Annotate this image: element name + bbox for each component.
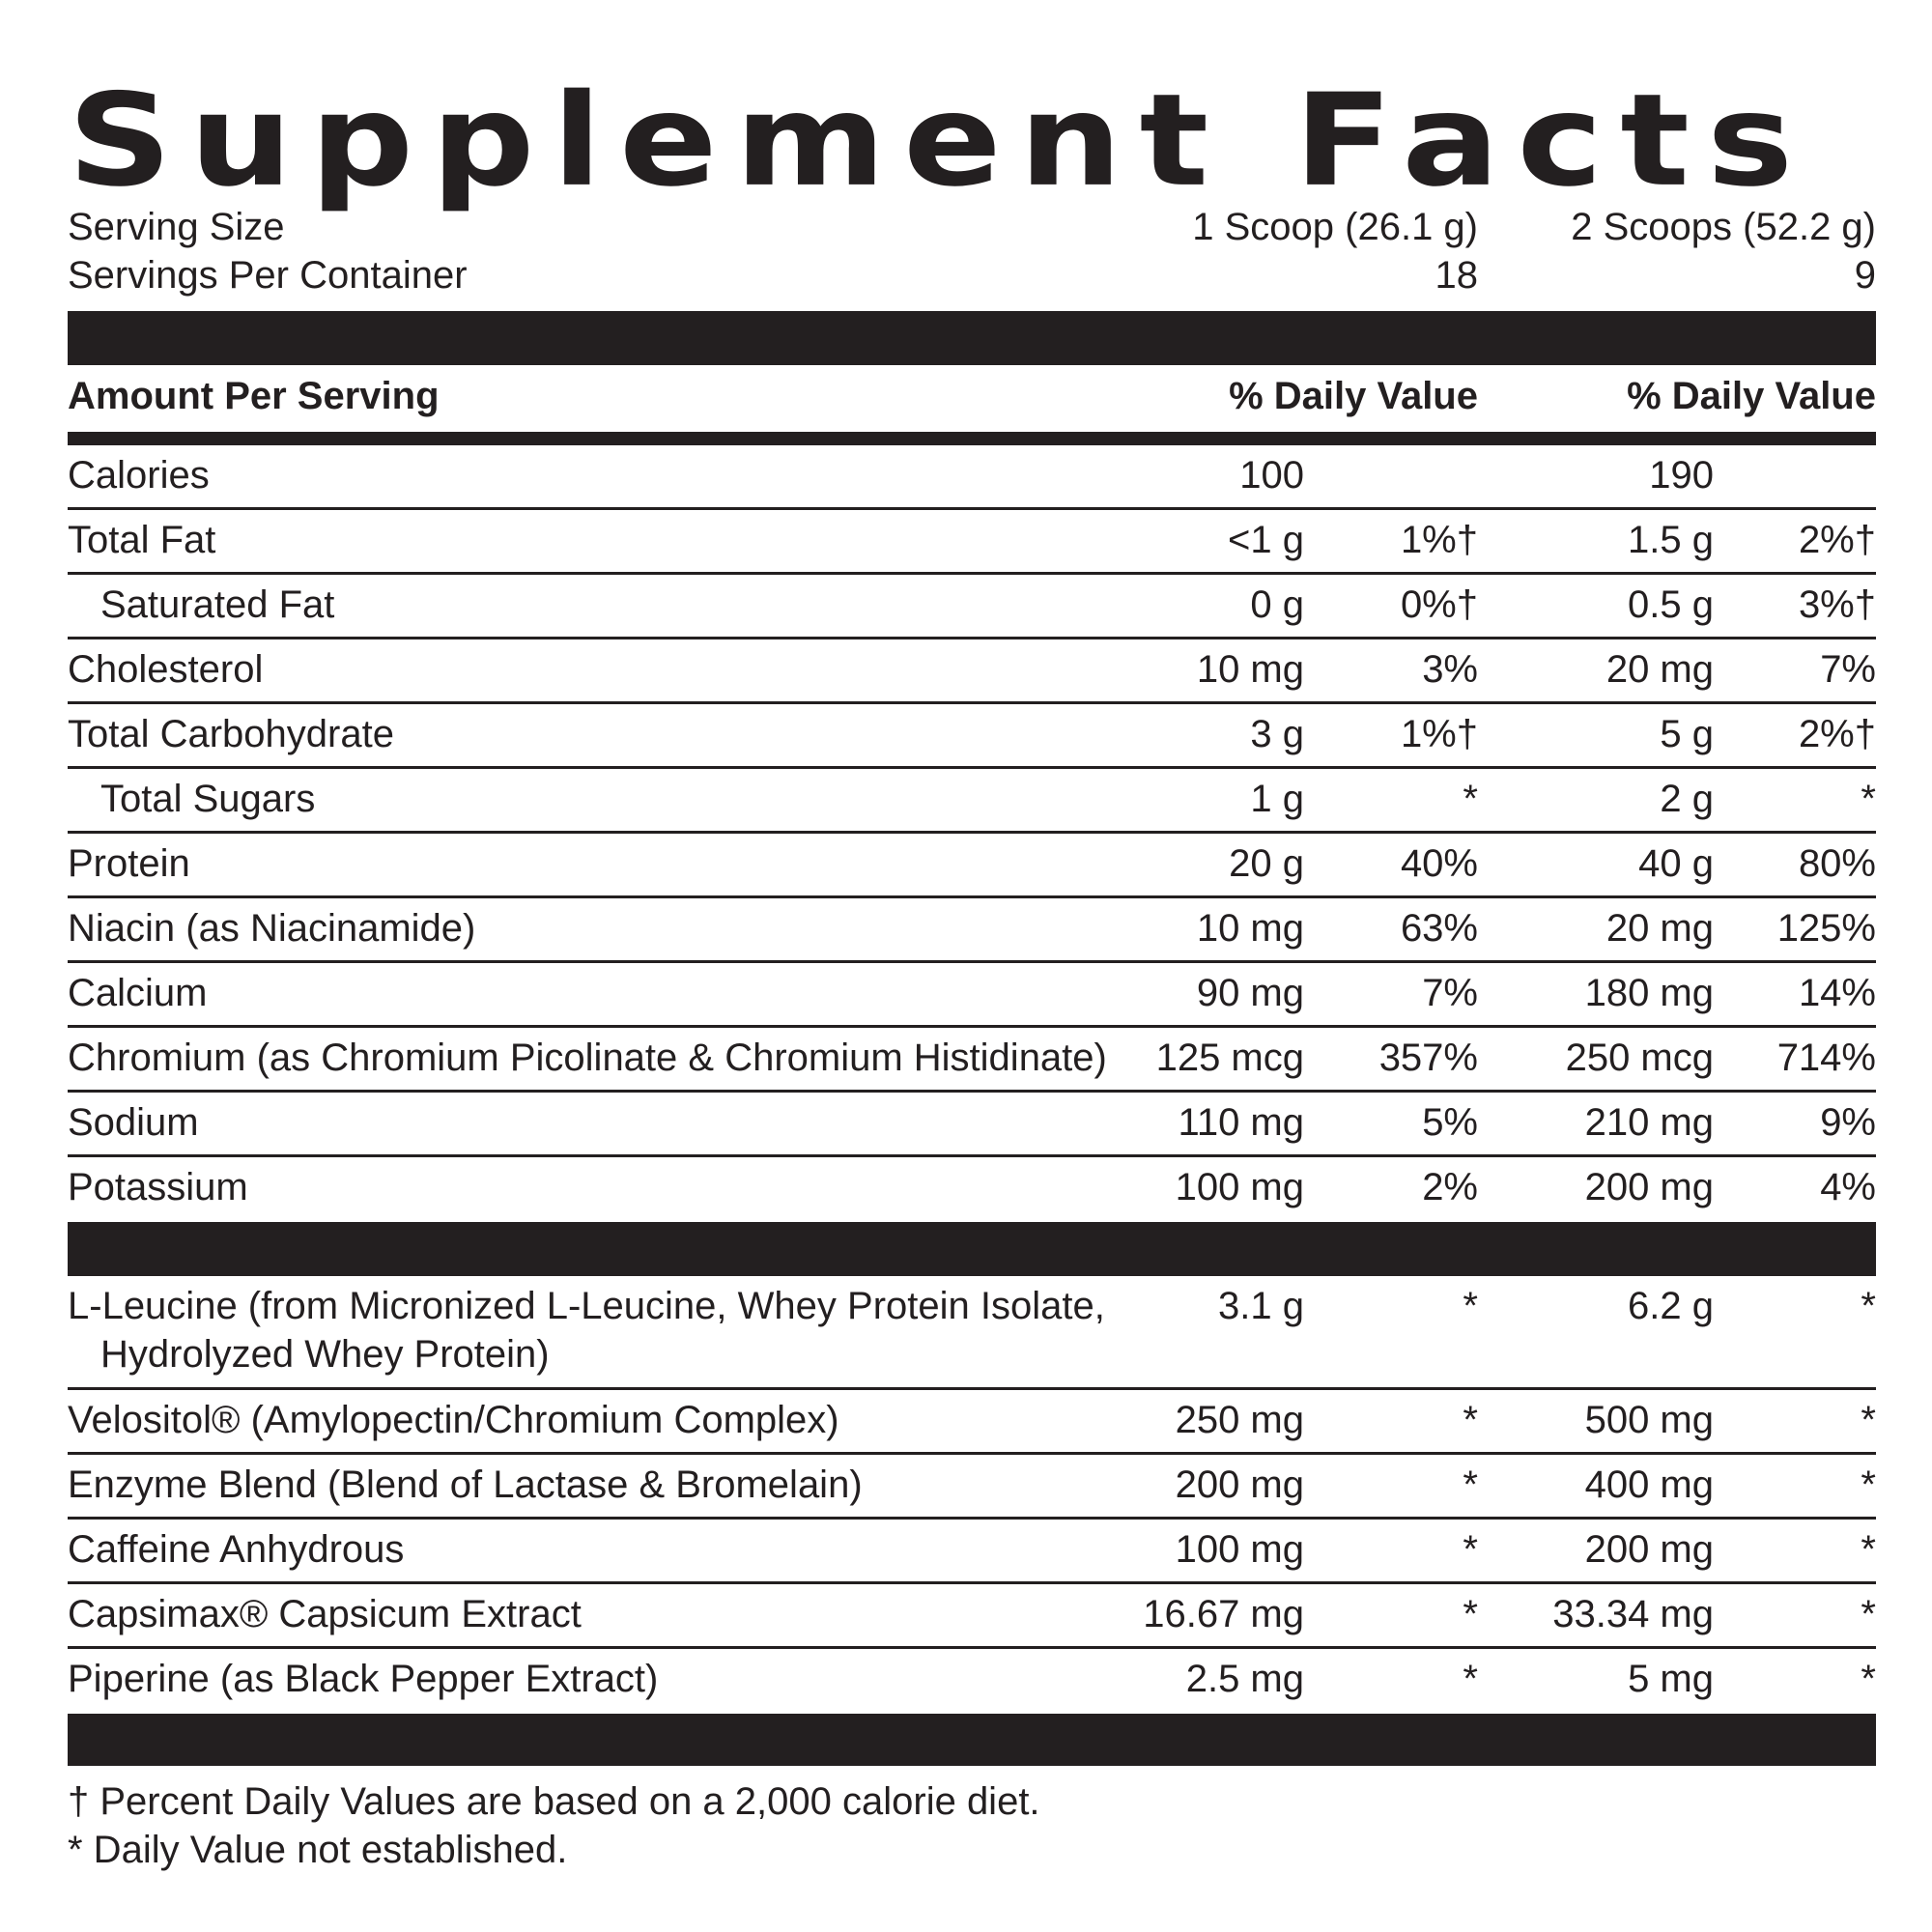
servings-per-container-2: 9 <box>1854 254 1876 297</box>
amount-2: 180 mg <box>1584 972 1714 1014</box>
thick-divider <box>68 311 1876 365</box>
amount-2: 6.2 g <box>1628 1285 1714 1327</box>
amount-2: 500 mg <box>1584 1399 1714 1441</box>
amount-1: 110 mg <box>1178 1101 1304 1144</box>
ingredient-row-capsimax <box>68 1584 1876 1649</box>
amount-1: 2.5 mg <box>1185 1658 1304 1700</box>
daily-value-1: 2% <box>1422 1166 1478 1208</box>
amount-2: 400 mg <box>1584 1463 1714 1506</box>
nutrient-name: Total Carbohydrate <box>68 713 394 755</box>
amount-1: 250 mg <box>1175 1399 1304 1441</box>
serving-size-row <box>68 203 1876 251</box>
nutrient-name: Chromium (as Chromium Picolinate & Chromium Histidinate) <box>68 1037 1107 1079</box>
daily-value-2: 2%† <box>1798 519 1876 561</box>
daily-value-1: 3% <box>1422 648 1478 691</box>
amount-1: <1 g <box>1228 519 1304 561</box>
amount-2: 250 mcg <box>1565 1037 1714 1079</box>
daily-value-1: 5% <box>1422 1101 1478 1144</box>
nutrient-row-cholesterol <box>68 639 1876 704</box>
nutrient-row-calories <box>68 445 1876 510</box>
ingredient-name: Piperine (as Black Pepper Extract) <box>68 1658 659 1700</box>
ingredient-name: Velositol® (Amylopectin/Chromium Complex) <box>68 1399 839 1441</box>
nutrient-row-saturated-fat <box>68 575 1876 639</box>
thick-divider <box>68 1222 1876 1276</box>
nutrient-name: Total Fat <box>68 519 216 561</box>
amount-2: 190 <box>1649 454 1714 497</box>
nutrient-row-calcium <box>68 963 1876 1028</box>
amount-1: 100 mg <box>1175 1166 1304 1208</box>
ingredient-name: Capsimax® Capsicum Extract <box>68 1593 582 1635</box>
medium-divider <box>68 432 1876 445</box>
daily-value-1: * <box>1463 1463 1478 1506</box>
daily-value-1: 63% <box>1400 907 1478 950</box>
daily-value-1: 40% <box>1400 842 1478 885</box>
amount-header-row <box>68 367 1876 425</box>
daily-value-1: * <box>1463 1399 1478 1441</box>
daily-value-1: * <box>1463 1658 1478 1700</box>
amount-1: 90 mg <box>1196 972 1304 1014</box>
nutrient-row-niacin <box>68 898 1876 963</box>
amount-1: 16.67 mg <box>1143 1593 1304 1635</box>
amount-2: 5 mg <box>1628 1658 1714 1700</box>
daily-value-2: 2%† <box>1798 713 1876 755</box>
ingredient-name-line2: Hydrolyzed Whey Protein) <box>100 1333 550 1376</box>
ingredient-row-l-leucine <box>68 1276 1876 1390</box>
daily-value-2: 7% <box>1820 648 1876 691</box>
nutrient-row-total-sugars <box>68 769 1876 834</box>
amount-2: 0.5 g <box>1628 583 1714 626</box>
daily-value-header-1: % Daily Value <box>1229 375 1478 417</box>
amount-2: 200 mg <box>1584 1528 1714 1571</box>
amount-1: 10 mg <box>1196 648 1304 691</box>
amount-2: 20 mg <box>1605 648 1714 691</box>
nutrient-row-potassium <box>68 1157 1876 1222</box>
daily-value-2: * <box>1861 1463 1876 1506</box>
daily-value-2: * <box>1861 778 1876 820</box>
daily-value-2: 14% <box>1798 972 1876 1014</box>
ingredient-row-enzyme-blend <box>68 1455 1876 1520</box>
daily-value-1: * <box>1463 778 1478 820</box>
servings-per-container-label: Servings Per Container <box>68 254 468 297</box>
nutrient-row-total-carbohydrate <box>68 704 1876 769</box>
nutrient-name: Sodium <box>68 1101 199 1144</box>
serving-size-2: 2 Scoops (52.2 g) <box>1571 206 1876 248</box>
nutrient-row-sodium <box>68 1093 1876 1157</box>
daily-value-2: * <box>1861 1658 1876 1700</box>
panel-title: Supplement Facts <box>68 67 1811 215</box>
amount-2: 40 g <box>1638 842 1714 885</box>
daily-value-1: 0%† <box>1400 583 1478 626</box>
daily-value-2: 80% <box>1798 842 1876 885</box>
amount-1: 125 mcg <box>1155 1037 1304 1079</box>
ingredient-row-caffeine <box>68 1520 1876 1584</box>
amount-2: 2 g <box>1660 778 1714 820</box>
amount-2: 20 mg <box>1605 907 1714 950</box>
ingredient-name: Caffeine Anhydrous <box>68 1528 405 1571</box>
daily-value-2: 9% <box>1820 1101 1876 1144</box>
servings-per-container-row <box>68 251 1876 299</box>
daily-value-1: * <box>1463 1285 1478 1327</box>
thick-divider <box>68 1714 1876 1766</box>
amount-1: 0 g <box>1250 583 1304 626</box>
ingredient-row-velositol <box>68 1390 1876 1455</box>
footnote-dagger: † Percent Daily Values are based on a 2,000 calorie diet. <box>68 1780 1040 1823</box>
daily-value-2: * <box>1861 1285 1876 1327</box>
serving-size-1: 1 Scoop (26.1 g) <box>1192 206 1478 248</box>
nutrient-name: Calories <box>68 454 210 497</box>
amount-2: 33.34 mg <box>1552 1593 1714 1635</box>
footnote-asterisk: * Daily Value not established. <box>68 1829 568 1871</box>
daily-value-1: 1%† <box>1400 713 1478 755</box>
nutrient-row-protein <box>68 834 1876 898</box>
daily-value-1: 357% <box>1378 1037 1478 1079</box>
daily-value-2: * <box>1861 1399 1876 1441</box>
daily-value-2: * <box>1861 1593 1876 1635</box>
daily-value-2: 125% <box>1776 907 1876 950</box>
daily-value-2: 4% <box>1820 1166 1876 1208</box>
amount-1: 3.1 g <box>1218 1285 1304 1327</box>
amount-per-serving-label: Amount Per Serving <box>68 375 440 417</box>
nutrient-name: Saturated Fat <box>100 583 335 626</box>
amount-2: 5 g <box>1660 713 1714 755</box>
amount-1: 200 mg <box>1175 1463 1304 1506</box>
nutrient-name: Cholesterol <box>68 648 264 691</box>
amount-1: 3 g <box>1250 713 1304 755</box>
ingredient-row-piperine <box>68 1649 1876 1714</box>
nutrient-name: Niacin (as Niacinamide) <box>68 907 476 950</box>
daily-value-2: 714% <box>1776 1037 1876 1079</box>
ingredient-name <box>68 1282 1130 1378</box>
daily-value-2: * <box>1861 1528 1876 1571</box>
daily-value-1: * <box>1463 1528 1478 1571</box>
nutrient-name: Total Sugars <box>100 778 316 820</box>
amount-1: 100 mg <box>1175 1528 1304 1571</box>
amount-1: 1 g <box>1250 778 1304 820</box>
servings-per-container-1: 18 <box>1435 254 1478 297</box>
nutrient-name: Calcium <box>68 972 208 1014</box>
nutrient-row-chromium <box>68 1028 1876 1093</box>
daily-value-1: 1%† <box>1400 519 1478 561</box>
nutrient-row-total-fat <box>68 510 1876 575</box>
ingredient-name-line1: L-Leucine (from Micronized L-Leucine, Whey Protein Isolate, <box>68 1285 1105 1327</box>
amount-2: 200 mg <box>1584 1166 1714 1208</box>
amount-1: 10 mg <box>1196 907 1304 950</box>
nutrient-name: Potassium <box>68 1166 248 1208</box>
amount-1: 100 <box>1239 454 1304 497</box>
daily-value-header-2: % Daily Value <box>1627 375 1876 417</box>
daily-value-2: 3%† <box>1798 583 1876 626</box>
amount-2: 210 mg <box>1584 1101 1714 1144</box>
amount-2: 1.5 g <box>1628 519 1714 561</box>
daily-value-1: 7% <box>1422 972 1478 1014</box>
nutrient-name: Protein <box>68 842 190 885</box>
serving-size-label: Serving Size <box>68 206 285 248</box>
ingredient-name: Enzyme Blend (Blend of Lactase & Bromelain) <box>68 1463 863 1506</box>
daily-value-1: * <box>1463 1593 1478 1635</box>
amount-1: 20 g <box>1229 842 1304 885</box>
